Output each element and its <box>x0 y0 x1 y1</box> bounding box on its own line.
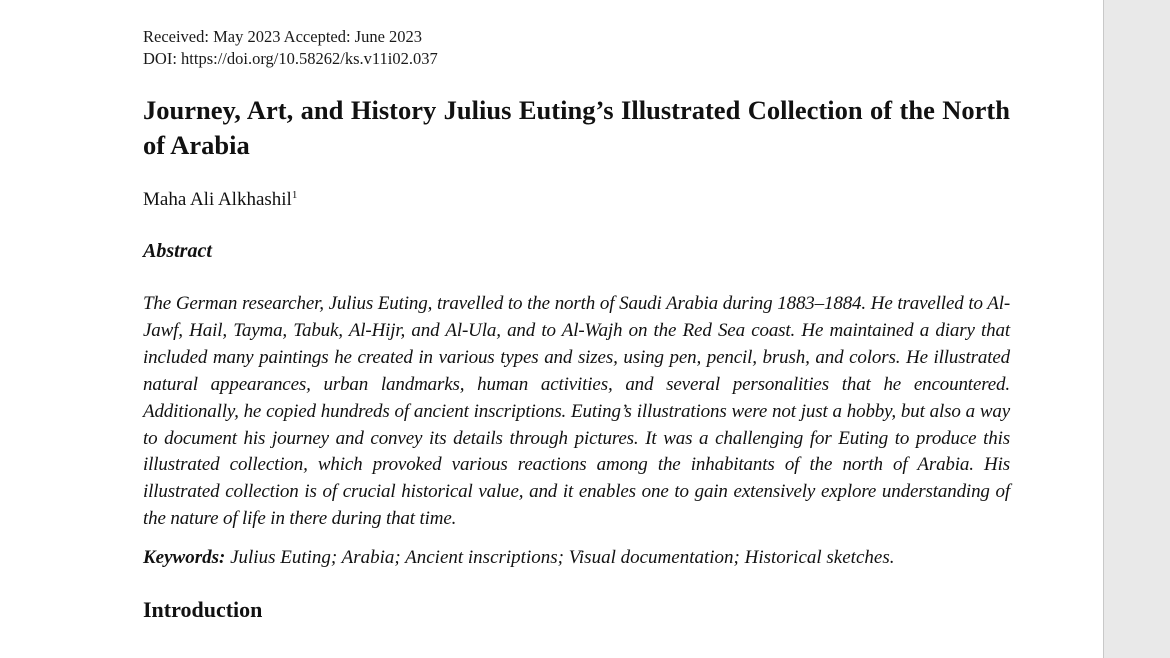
keywords-label: Keywords: <box>143 547 226 569</box>
introduction-heading: Introduction <box>143 597 263 623</box>
abstract-heading: Abstract <box>143 240 212 262</box>
page-content <box>143 26 1010 623</box>
keywords-text: Julius Euting; Arabia; Ancient inscriptions; Visual documentation; Historical sketches. <box>230 547 895 569</box>
article-title: Journey, Art, and History Julius Euting’s Illustrated Collection of the North of Arabia <box>143 95 1010 160</box>
author-name: Maha Ali Alkhashil <box>143 189 292 210</box>
author-affiliation-mark: 1 <box>291 189 298 201</box>
keywords-line <box>143 545 1010 571</box>
received-accepted-line: Received: May 2023 Accepted: June 2023 <box>143 27 423 46</box>
abstract-text: The German researcher, Julius Euting, travelled to the north of Saudi Arabia during 1883–1884. He travelled to Al-Jawf, Hail, Tayma, Tabuk, Al-Hijr, and Al-Ula, and to Al-Wajh on the Red Sea coast. He maintained a diary that included many paintings he created in various types and sizes, using pen, pencil, brush, and colors. He illustrated natural appearances, urban landmarks, human activities, and several personalities that he encountered. Additionally, he copied hundreds of ancient inscriptions. Euting’s illustrations were not just a hobby, but also a way to document his journey and convey its details through pictures. It was a challenging for Euting to produce this illustrated collection, which provoked various reactions among the inhabitants of the north of Arabia. His illustrated collection is of crucial historical value, and it enables one to gain extensively explore understanding of the nature of life in there during that time. <box>143 293 1010 530</box>
viewer-side-gutter <box>1103 0 1170 658</box>
author-line <box>143 188 1010 212</box>
doi-line: DOI: https://doi.org/10.58262/ks.v11i02.037 <box>143 49 438 68</box>
